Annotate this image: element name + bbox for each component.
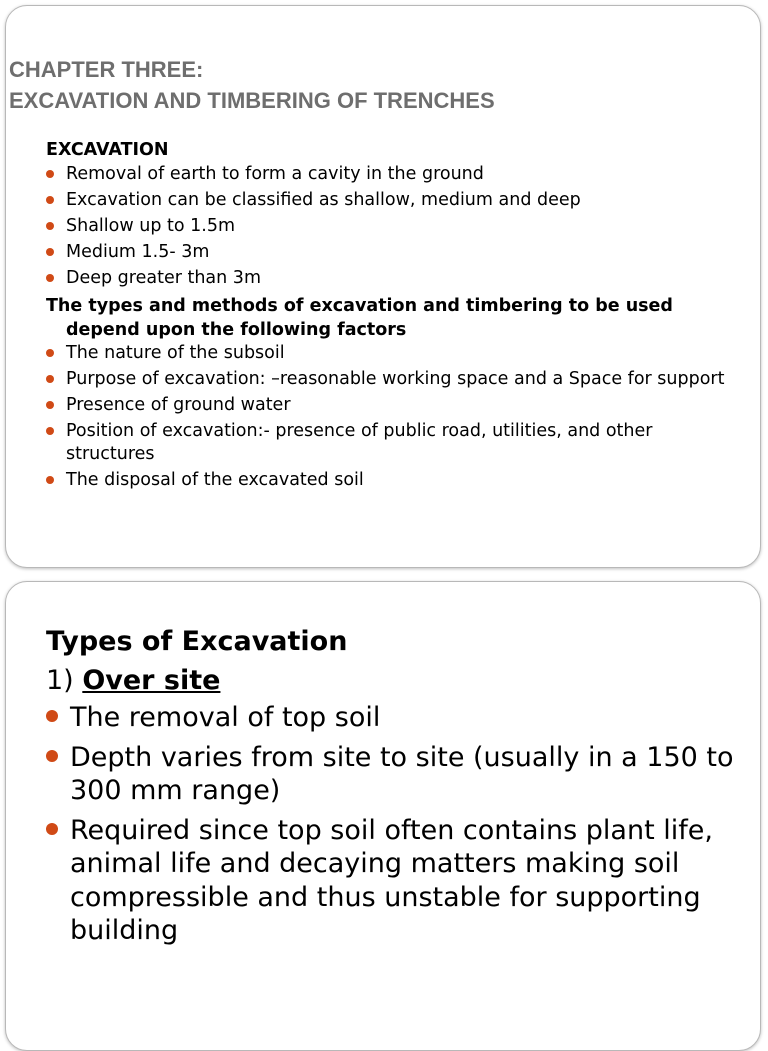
bullet-item: Deep greater than 3m (46, 267, 746, 293)
bullet-dot-icon (46, 710, 58, 722)
title-line-2: EXCAVATION AND TIMBERING OF TRENCHES (9, 88, 495, 113)
bullet-dot-icon (46, 196, 54, 204)
bullet-dot-icon (46, 476, 54, 484)
factor-item: The disposal of the excavated soil (46, 469, 746, 495)
bullet-item: Required since top soil often contains plant life, animal life and decaying matters making soil compressible and thus unstable for supporting building (46, 814, 746, 953)
bullet-dot-icon (46, 401, 54, 409)
bullet-dot-icon (46, 349, 54, 357)
types-heading: Types of Excavation (46, 626, 348, 657)
factor-item: Purpose of excavation: –reasonable working space and a Space for support (46, 368, 746, 394)
bullet-item: Removal of earth to form a cavity in the ground (46, 163, 746, 189)
bullet-dot-icon (46, 274, 54, 282)
bullet-dot-icon (46, 427, 54, 435)
bullet-dot-icon (46, 248, 54, 256)
bullet-dot-icon (46, 222, 54, 230)
sub-label: Over site (82, 665, 221, 696)
factors-heading: The types and methods of excavation and timbering to be used depend upon the following factors (46, 296, 673, 341)
excavation-heading: EXCAVATION (46, 140, 169, 160)
bullet-item: Shallow up to 1.5m (46, 215, 746, 241)
bullet-dot-icon (46, 170, 54, 178)
factor-item: The nature of the subsoil (46, 342, 746, 368)
sub-number: 1) (46, 665, 74, 696)
bullet-item: Excavation can be classified as shallow, medium and deep (46, 189, 746, 215)
bullet-dot-icon (46, 823, 58, 835)
slide-1-body (46, 137, 746, 495)
bullet-item: Medium 1.5- 3m (46, 241, 746, 267)
factor-item: Presence of ground water (46, 394, 746, 420)
bullet-dot-icon (46, 375, 54, 383)
factor-item: Position of excavation:- presence of public road, utilities, and other structures (46, 420, 746, 469)
slide-title (9, 54, 495, 116)
title-line-1: CHAPTER THREE: (9, 57, 204, 82)
bullet-dot-icon (46, 750, 58, 762)
slide-1 (5, 5, 761, 568)
bullet-item: Depth varies from site to site (usually in a 150 to 300 mm range) (46, 741, 746, 813)
subheading (46, 661, 746, 700)
bullet-item: The removal of top soil (46, 701, 746, 740)
slide-2-body (46, 622, 746, 953)
slide-2 (5, 581, 761, 1051)
